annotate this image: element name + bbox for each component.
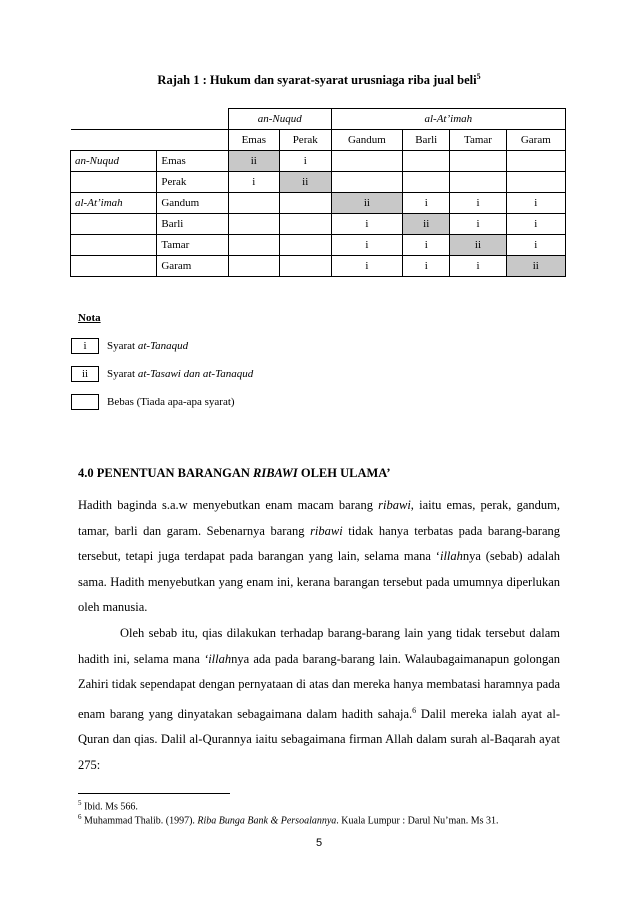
legend-text: Bebas (Tiada apa-apa syarat) — [107, 396, 235, 408]
table-row — [71, 193, 566, 214]
table-cell — [228, 193, 279, 214]
table-cell: ii — [450, 235, 506, 256]
legend-box: ii — [71, 366, 99, 382]
footnote-rule — [78, 793, 230, 794]
column-header: Perak — [279, 130, 331, 151]
table-cell: ii — [403, 214, 450, 235]
row-label: Barli — [157, 214, 228, 235]
row-label: Emas — [157, 151, 228, 172]
table-row — [71, 235, 566, 256]
table-cell — [450, 172, 506, 193]
column-header: Barli — [403, 130, 450, 151]
paragraph-2: Oleh sebab itu, qias dilakukan terhadap barang-barang lain yang tidak tersebut dalam hadith ini, selama mana ‘illahnya ada pada barang-barang lain. Walaubagaimanapun golongan Zahiri tidak sependapat dengan pernyataan di atas dan mereka hanya membatasi haramnya pada enam barang yang dinyatakan sebagaimana dalam hadith sahaja.$^6$ Dalil mereka ialah ayat al-Quran dan qias. Dalil al-Qurannya iaitu sebagaimana firman Allah dalam surah al-Baqarah ayat 275: — [78, 626, 560, 772]
group-header-atimah: al-At’imah — [331, 109, 565, 130]
table-cell: i — [450, 193, 506, 214]
table-cell: i — [228, 172, 279, 193]
table-cell — [403, 172, 450, 193]
group-header-nuqud: an-Nuqud — [228, 109, 331, 130]
table-cell: i — [403, 256, 450, 277]
table-cell: i — [403, 235, 450, 256]
row-group-label — [71, 214, 157, 235]
row-group-label — [71, 235, 157, 256]
legend-item — [71, 338, 188, 354]
table-cell: i — [279, 151, 331, 172]
table-row — [71, 256, 566, 277]
table-cell — [228, 235, 279, 256]
table-cell — [279, 214, 331, 235]
table-cell: ii — [331, 193, 402, 214]
table-cell — [403, 151, 450, 172]
row-group-label — [71, 256, 157, 277]
table-cell: i — [331, 235, 402, 256]
table-cell — [228, 214, 279, 235]
table-cell: i — [331, 256, 402, 277]
legend-box — [71, 394, 99, 410]
footnote-5: $^5$ Ibid. Ms 566. — [78, 799, 138, 813]
row-label: Perak — [157, 172, 228, 193]
section-heading: 4.0 PENENTUAN BARANGAN RIBAWI OLEH ULAMA’ — [78, 466, 391, 480]
paragraph-1: Hadith baginda s.a.w menyebutkan enam macam barang ribawi, iaitu emas, perak, gandum, tamar, barli dan garam. Sebenarnya barang ribawi tidak hanya terbatas pada barang-barang tersebut, tetapi juga terdapat pada barangan yang lain, selama mana ‘illahnya (sebab) adalah sama. Hadith menyebutkan yang enam ini, kerana barangan tersebut pada umumnya diperlukan oleh manusia. — [78, 498, 560, 614]
column-header: Emas — [228, 130, 279, 151]
table-cell — [279, 235, 331, 256]
table-cell: i — [450, 256, 506, 277]
table-row — [71, 214, 566, 235]
table-cell: i — [506, 214, 565, 235]
table-row — [71, 151, 566, 172]
table-cell — [331, 151, 402, 172]
column-header: Gandum — [331, 130, 402, 151]
legend-text: Syarat at-Tanaqud — [107, 340, 189, 352]
row-label: Gandum — [157, 193, 228, 214]
table-row — [71, 172, 566, 193]
table-cell: ii — [228, 151, 279, 172]
row-group-label: al-At’imah — [71, 193, 157, 214]
row-group-label: an-Nuqud — [71, 151, 157, 172]
table-cell: i — [506, 193, 565, 214]
table-cell: i — [403, 193, 450, 214]
row-label: Garam — [157, 256, 228, 277]
nota-title: Nota — [78, 312, 101, 324]
table-cell: i — [450, 214, 506, 235]
table-cell: i — [506, 235, 565, 256]
row-label: Tamar — [157, 235, 228, 256]
table-cell — [279, 193, 331, 214]
table-cell — [228, 256, 279, 277]
table-cell: ii — [279, 172, 331, 193]
table-corner — [71, 130, 229, 151]
legend-text: Syarat at-Tasawi dan at-Tanaqud — [107, 368, 254, 380]
legend-item — [71, 394, 235, 410]
table-cell — [506, 172, 565, 193]
table-cell — [279, 256, 331, 277]
table-corner — [71, 109, 229, 130]
table-cell: ii — [506, 256, 565, 277]
table-cell — [506, 151, 565, 172]
legend-box: i — [71, 338, 99, 354]
legend-item — [71, 366, 253, 382]
table-cell: i — [331, 214, 402, 235]
riba-table — [70, 108, 566, 277]
table-column-header-row — [71, 130, 566, 151]
row-group-label — [71, 172, 157, 193]
column-header: Garam — [506, 130, 565, 151]
footnote-6: $^6$ Muhammad Thalib. (1997). Riba Bunga Bank & Persoalannya. Kuala Lumpur : Darul Nu’man. Ms 31. — [78, 813, 499, 827]
figure-title: Rajah 1 : Hukum dan syarat-syarat urusniaga riba jual beli$^5$ — [157, 72, 481, 88]
table-cell — [331, 172, 402, 193]
page-number: 5 — [315, 837, 323, 849]
table-cell — [450, 151, 506, 172]
table-group-header-row — [71, 109, 566, 130]
column-header: Tamar — [450, 130, 506, 151]
